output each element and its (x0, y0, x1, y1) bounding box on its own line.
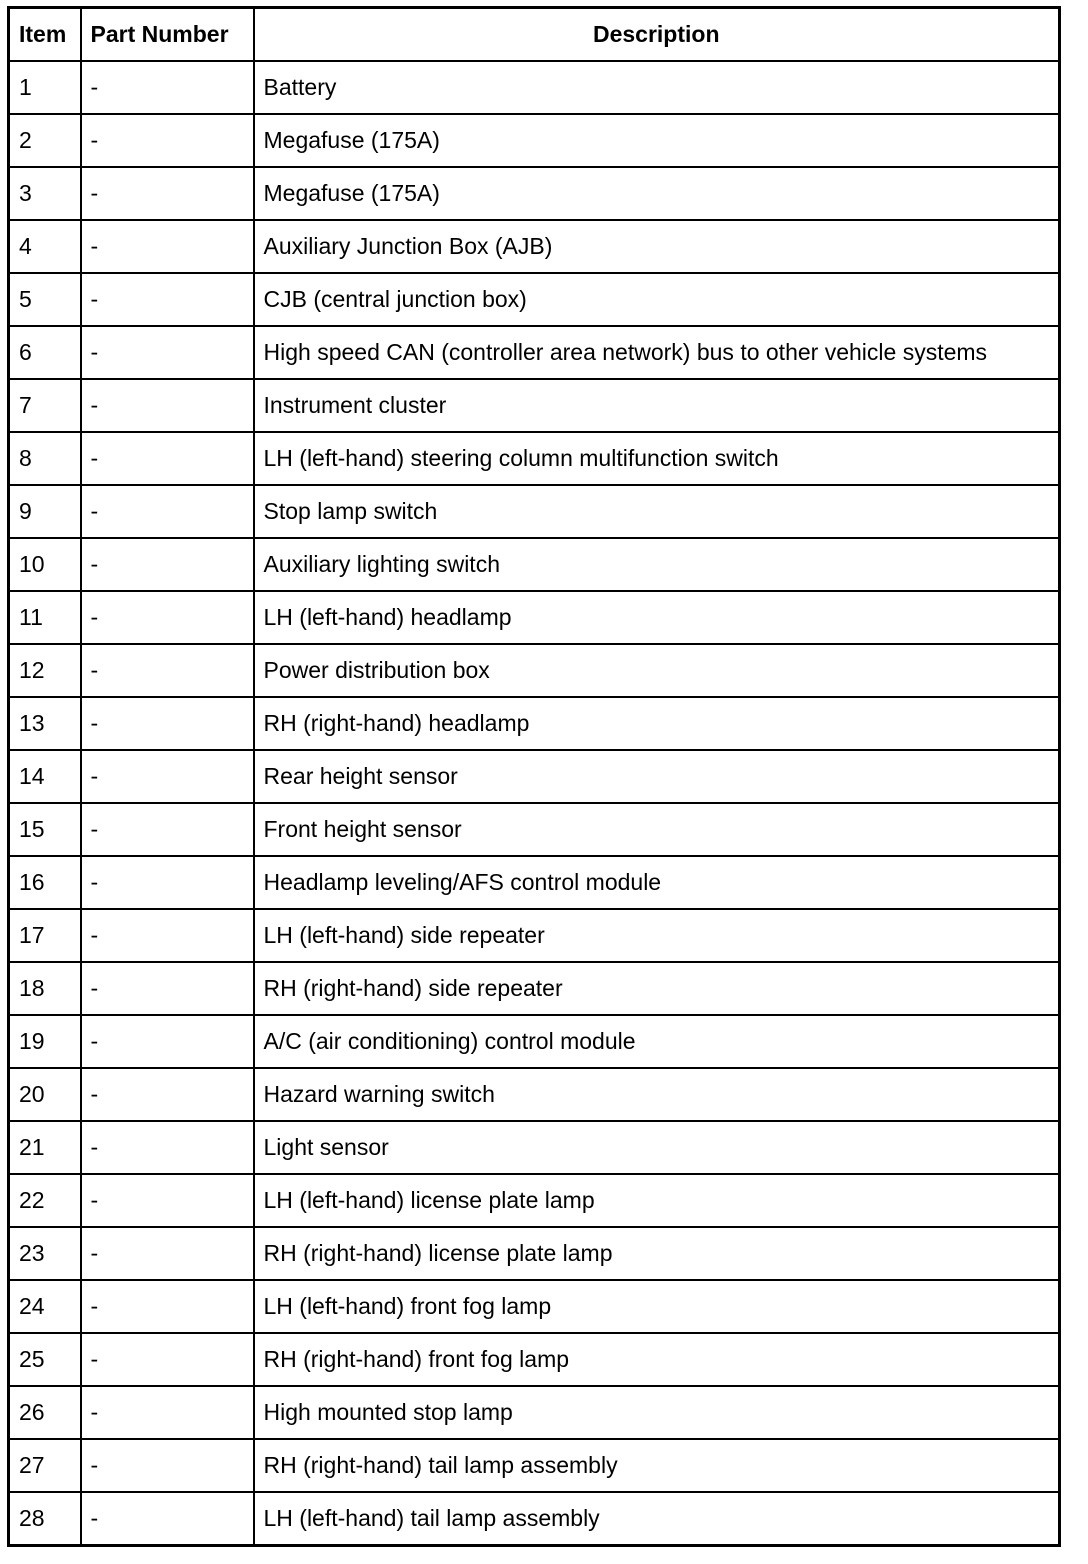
item-cell: 12 (9, 644, 81, 697)
part-number-cell: - (81, 326, 254, 379)
table-row (9, 220, 1060, 273)
table-row (9, 644, 1060, 697)
description-cell: RH (right-hand) tail lamp assembly (254, 1439, 1060, 1492)
description-cell: RH (right-hand) front fog lamp (254, 1333, 1060, 1386)
part-number-cell: - (81, 1280, 254, 1333)
part-number-cell: - (81, 1333, 254, 1386)
part-number-cell: - (81, 803, 254, 856)
description-cell: Rear height sensor (254, 750, 1060, 803)
item-cell: 2 (9, 114, 81, 167)
part-number-cell: - (81, 1386, 254, 1439)
item-cell: 10 (9, 538, 81, 591)
item-cell: 19 (9, 1015, 81, 1068)
item-cell: 21 (9, 1121, 81, 1174)
description-cell: Headlamp leveling/AFS control module (254, 856, 1060, 909)
description-cell: Auxiliary lighting switch (254, 538, 1060, 591)
parts-table (7, 6, 1061, 1547)
part-number-cell: - (81, 1068, 254, 1121)
description-cell: Auxiliary Junction Box (AJB) (254, 220, 1060, 273)
table-row (9, 379, 1060, 432)
part-number-cell: - (81, 644, 254, 697)
description-cell: LH (left-hand) front fog lamp (254, 1280, 1060, 1333)
table-row (9, 167, 1060, 220)
item-cell: 17 (9, 909, 81, 962)
part-number-cell: - (81, 114, 254, 167)
item-cell: 23 (9, 1227, 81, 1280)
table-row (9, 1439, 1060, 1492)
part-number-cell: - (81, 1174, 254, 1227)
item-cell: 16 (9, 856, 81, 909)
header-item: Item (9, 8, 81, 62)
part-number-cell: - (81, 697, 254, 750)
table-row (9, 114, 1060, 167)
table-row (9, 750, 1060, 803)
part-number-cell: - (81, 962, 254, 1015)
part-number-cell: - (81, 1121, 254, 1174)
description-cell: LH (left-hand) license plate lamp (254, 1174, 1060, 1227)
item-cell: 25 (9, 1333, 81, 1386)
table-row (9, 803, 1060, 856)
table-row (9, 1227, 1060, 1280)
item-cell: 4 (9, 220, 81, 273)
description-cell: High speed CAN (controller area network) bus to other vehicle systems (254, 326, 1060, 379)
description-cell: Front height sensor (254, 803, 1060, 856)
header-part-number: Part Number (81, 8, 254, 62)
table-row (9, 697, 1060, 750)
description-cell: RH (right-hand) license plate lamp (254, 1227, 1060, 1280)
table-row (9, 273, 1060, 326)
description-cell: CJB (central junction box) (254, 273, 1060, 326)
item-cell: 26 (9, 1386, 81, 1439)
item-cell: 15 (9, 803, 81, 856)
table-row (9, 61, 1060, 114)
part-number-cell: - (81, 432, 254, 485)
part-number-cell: - (81, 909, 254, 962)
description-cell: Instrument cluster (254, 379, 1060, 432)
table-row (9, 1280, 1060, 1333)
description-cell: Stop lamp switch (254, 485, 1060, 538)
header-row (9, 8, 1060, 62)
description-cell: Power distribution box (254, 644, 1060, 697)
item-cell: 6 (9, 326, 81, 379)
table-row (9, 1333, 1060, 1386)
item-cell: 8 (9, 432, 81, 485)
part-number-cell: - (81, 591, 254, 644)
table-row (9, 326, 1060, 379)
description-cell: Light sensor (254, 1121, 1060, 1174)
table-row (9, 909, 1060, 962)
table-row (9, 1121, 1060, 1174)
description-cell: Hazard warning switch (254, 1068, 1060, 1121)
part-number-cell: - (81, 379, 254, 432)
part-number-cell: - (81, 273, 254, 326)
description-cell: Battery (254, 61, 1060, 114)
part-number-cell: - (81, 485, 254, 538)
item-cell: 3 (9, 167, 81, 220)
item-cell: 27 (9, 1439, 81, 1492)
part-number-cell: - (81, 167, 254, 220)
header-description: Description (254, 8, 1060, 62)
description-cell: LH (left-hand) headlamp (254, 591, 1060, 644)
item-cell: 5 (9, 273, 81, 326)
item-cell: 22 (9, 1174, 81, 1227)
description-cell: RH (right-hand) side repeater (254, 962, 1060, 1015)
item-cell: 1 (9, 61, 81, 114)
item-cell: 13 (9, 697, 81, 750)
part-number-cell: - (81, 61, 254, 114)
description-cell: High mounted stop lamp (254, 1386, 1060, 1439)
table-row (9, 538, 1060, 591)
description-cell: A/C (air conditioning) control module (254, 1015, 1060, 1068)
table-row (9, 485, 1060, 538)
part-number-cell: - (81, 856, 254, 909)
item-cell: 28 (9, 1492, 81, 1546)
table-row (9, 1068, 1060, 1121)
table-row (9, 1386, 1060, 1439)
table-row (9, 1492, 1060, 1546)
description-cell: Megafuse (175A) (254, 167, 1060, 220)
part-number-cell: - (81, 538, 254, 591)
table-row (9, 962, 1060, 1015)
table-row (9, 432, 1060, 485)
part-number-cell: - (81, 220, 254, 273)
table-row (9, 591, 1060, 644)
part-number-cell: - (81, 1015, 254, 1068)
description-cell: RH (right-hand) headlamp (254, 697, 1060, 750)
table-row (9, 1015, 1060, 1068)
table-row (9, 1174, 1060, 1227)
description-cell: LH (left-hand) side repeater (254, 909, 1060, 962)
description-cell: LH (left-hand) steering column multifunction switch (254, 432, 1060, 485)
table-body (9, 61, 1060, 1546)
description-cell: LH (left-hand) tail lamp assembly (254, 1492, 1060, 1546)
part-number-cell: - (81, 750, 254, 803)
table-row (9, 856, 1060, 909)
description-cell: Megafuse (175A) (254, 114, 1060, 167)
item-cell: 7 (9, 379, 81, 432)
part-number-cell: - (81, 1492, 254, 1546)
item-cell: 14 (9, 750, 81, 803)
item-cell: 24 (9, 1280, 81, 1333)
item-cell: 9 (9, 485, 81, 538)
part-number-cell: - (81, 1439, 254, 1492)
item-cell: 20 (9, 1068, 81, 1121)
part-number-cell: - (81, 1227, 254, 1280)
item-cell: 11 (9, 591, 81, 644)
item-cell: 18 (9, 962, 81, 1015)
